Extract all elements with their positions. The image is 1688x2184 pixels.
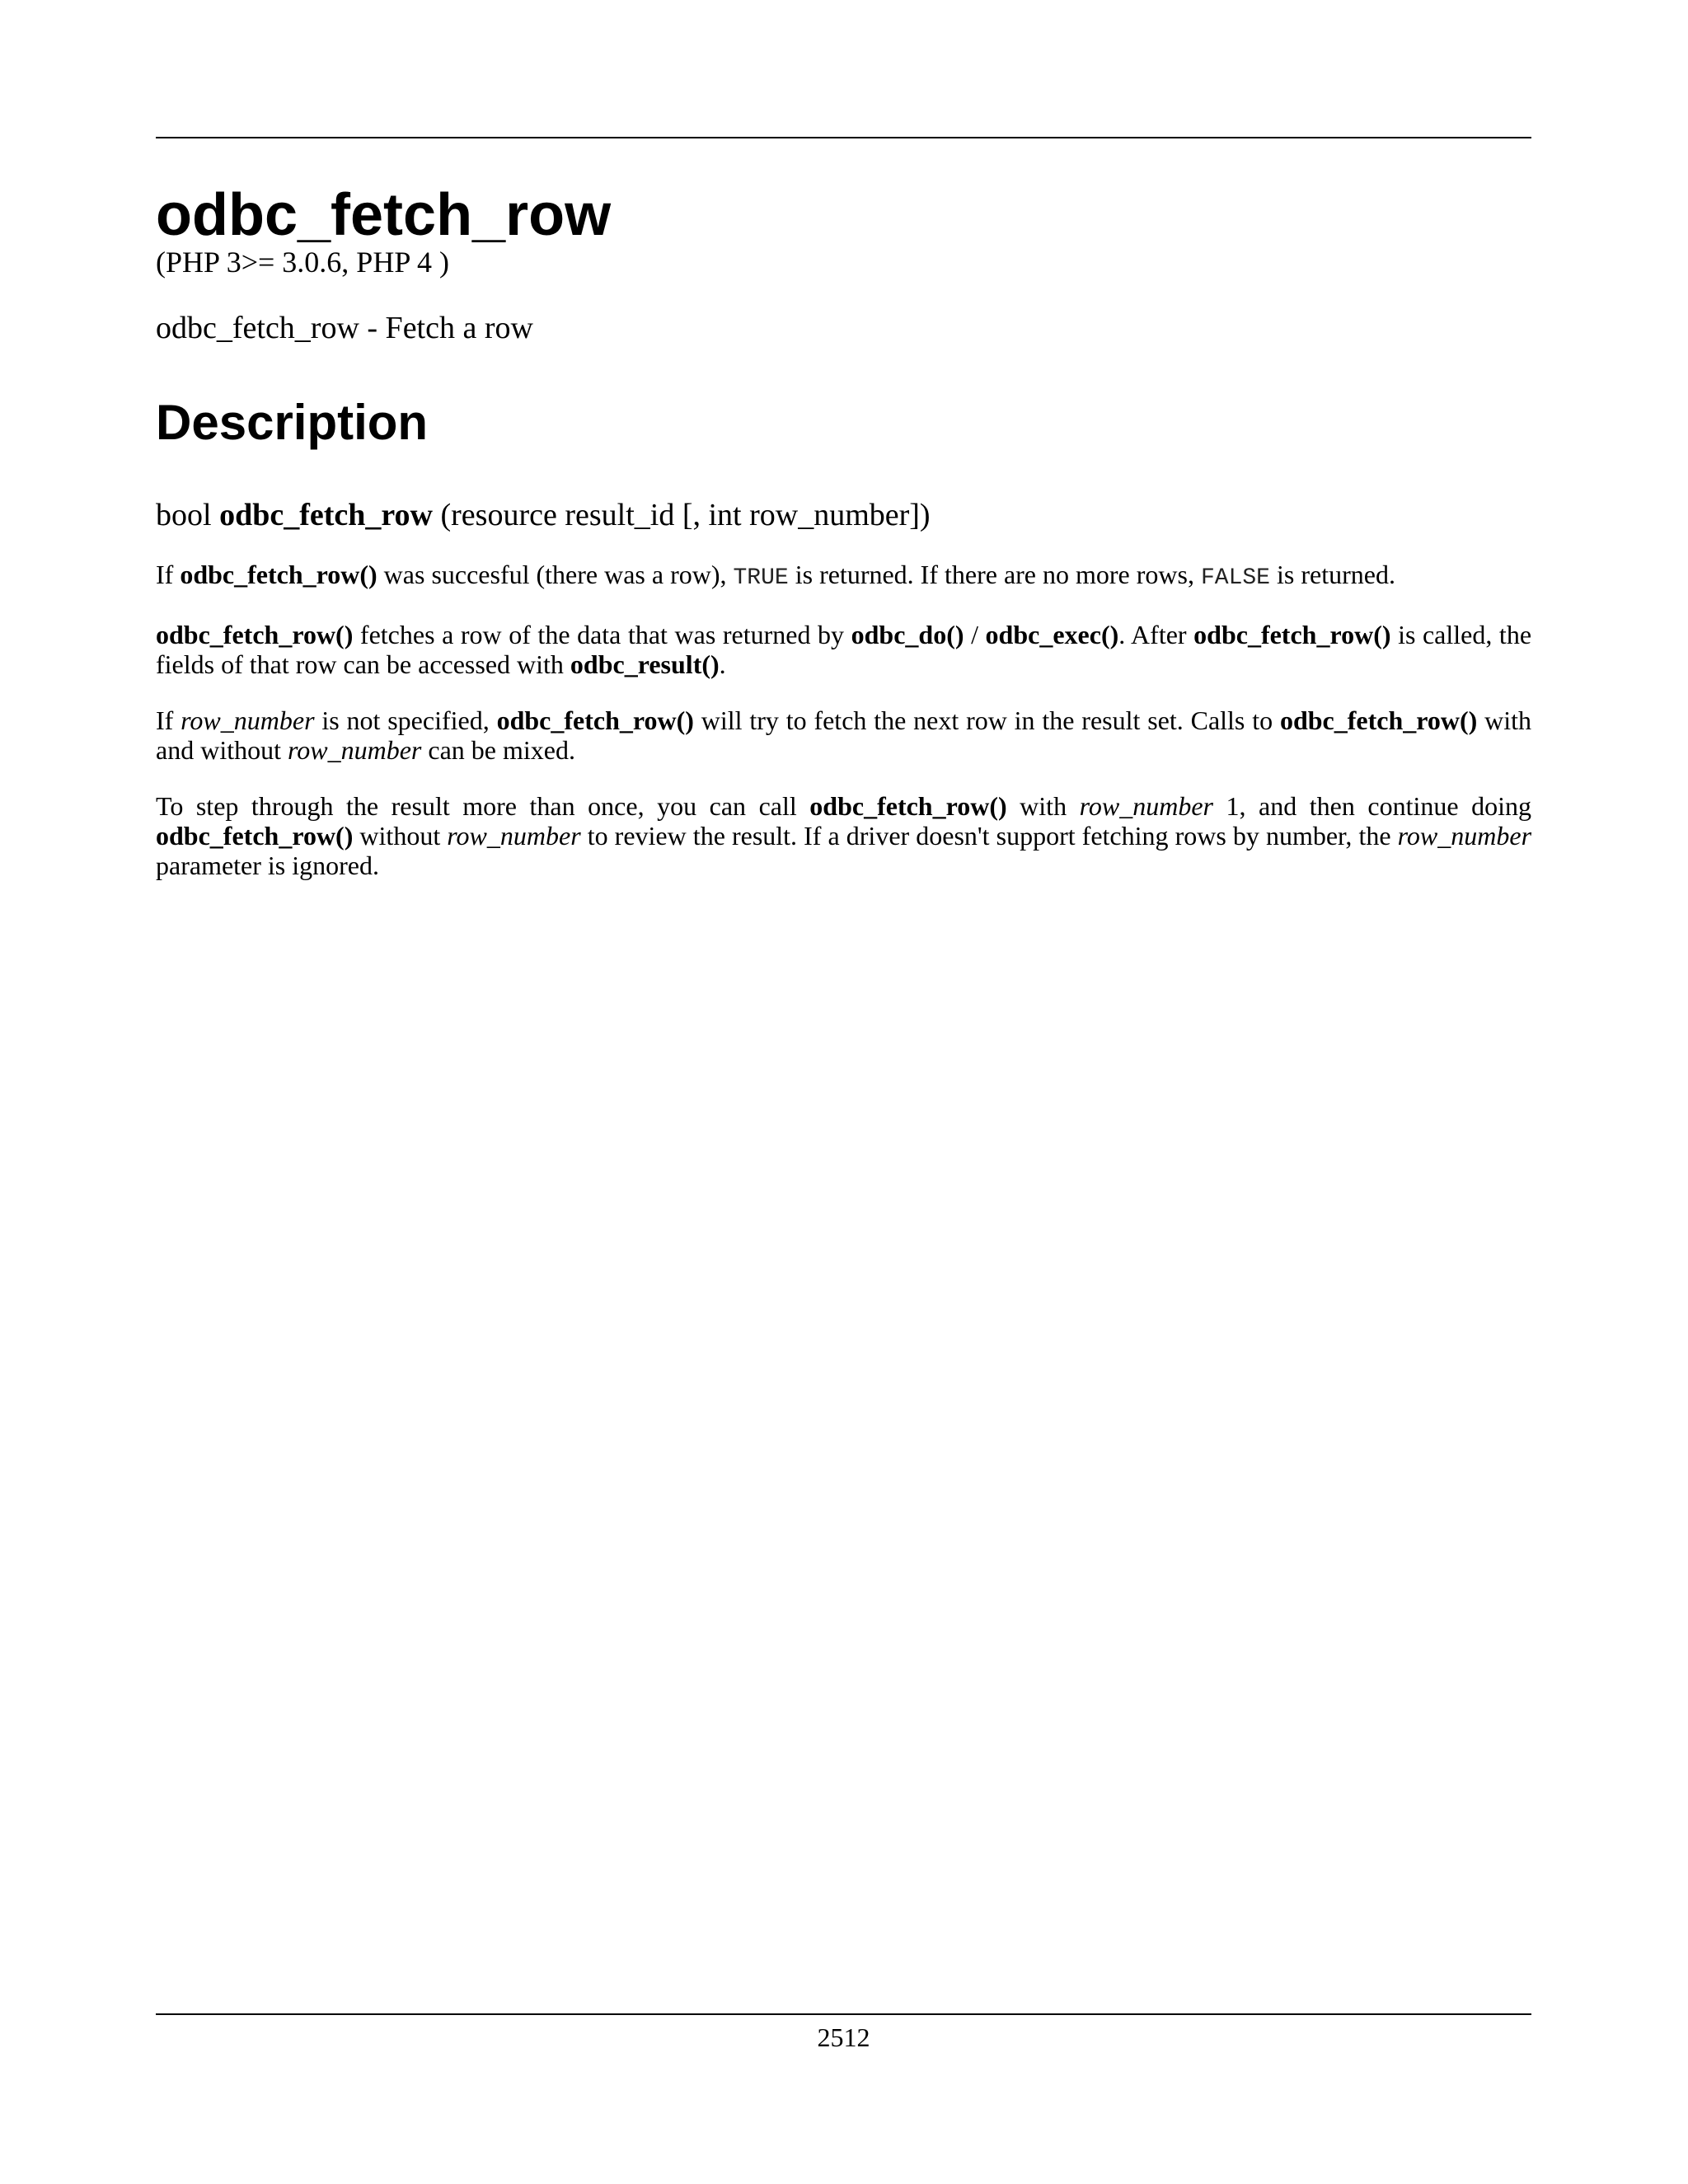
parameter-ref: row_number [1397, 820, 1532, 851]
parameter-ref: row_number [181, 705, 315, 735]
function-ref: odbc_fetch_row() [809, 790, 1007, 821]
parameter-ref: row_number [287, 734, 422, 765]
function-ref: odbc_fetch_row() [180, 559, 377, 589]
function-title: odbc_fetch_row [156, 182, 612, 248]
function-ref: odbc_fetch_row() [496, 705, 694, 735]
parameter-ref: row_number [1079, 790, 1213, 821]
function-ref-odbc-do: odbc_do() [851, 619, 964, 649]
synopsis-arguments: (resource result_id [, int row_number]) [440, 497, 931, 532]
paragraph-step-through: To step through the result more than once, you can call odbc_fetch_row() with row_number 1, and then continue doing odbc_fetch_row() without row_number to review the result. If a driver doesn't support fetching rows by number, the row_number parameter is ignored. [156, 790, 1532, 880]
constant-true: TRUE [733, 565, 789, 591]
section-heading-description: Description [156, 394, 429, 450]
page-number: 2512 [817, 2022, 870, 2052]
function-purpose: odbc_fetch_row - Fetch a row [156, 311, 533, 346]
paragraph-return-value: If odbc_fetch_row() was succesful (there was a row), TRUE is returned. If there are no more rows, FALSE is returned. [156, 559, 1395, 591]
constant-false: FALSE [1200, 565, 1270, 591]
paragraph-fetch-behavior: odbc_fetch_row() fetches a row of the data that was returned by odbc_do() / odbc_exec(). After odbc_fetch_row() is called, the fields of that row can be accessed with odbc_result(). [156, 619, 1532, 679]
function-synopsis [156, 497, 1531, 535]
document-body [156, 183, 1531, 880]
function-ref-odbc-result: odbc_result() [570, 649, 720, 679]
function-ref: odbc_fetch_row() [1193, 619, 1391, 649]
version-info: (PHP 3>= 3.0.6, PHP 4 ) [156, 246, 449, 279]
synopsis-return-type: bool [156, 497, 212, 532]
parameter-ref: row_number [447, 820, 581, 851]
function-ref-odbc-exec: odbc_exec() [985, 619, 1119, 649]
function-ref: odbc_fetch_row() [156, 619, 354, 649]
function-ref: odbc_fetch_row() [1279, 705, 1478, 735]
footer-rule [156, 2013, 1531, 2015]
function-ref: odbc_fetch_row() [156, 820, 354, 851]
header-rule [156, 137, 1531, 138]
paragraph-row-number: If row_number is not specified, odbc_fetch_row() will try to fetch the next row in the result set. Calls to odbc_fetch_row() with and without row_number can be mixed. [156, 705, 1532, 765]
synopsis-function-name: odbc_fetch_row [219, 497, 433, 532]
